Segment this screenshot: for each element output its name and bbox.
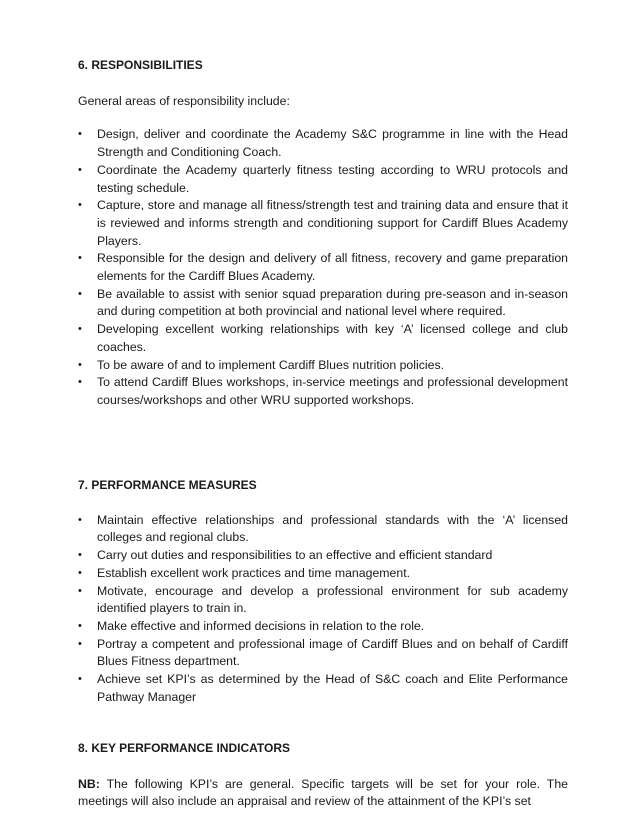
list-item — [78, 357, 568, 375]
bullet-icon: • — [78, 199, 82, 212]
list-item-text: Maintain effective relationships and professional standards with the ‘A’ licensed colleges and regional clubs. — [97, 512, 568, 545]
bullet-icon: • — [78, 252, 82, 265]
bullet-icon: • — [78, 619, 82, 632]
responsibilities-list — [78, 126, 568, 409]
kpi-section — [78, 740, 568, 811]
list-item — [78, 197, 568, 250]
list-item — [78, 636, 568, 671]
list-item-text: Make effective and informed decisions in relation to the role. — [97, 618, 425, 633]
list-item-text: Be available to assist with senior squad preparation during pre-season and in-season and during competition at both provincial and national level where required. — [97, 286, 568, 319]
list-item-text: Motivate, encourage and develop a professional environment for sub academy identified players to train in. — [97, 583, 568, 616]
list-item-text: Responsible for the design and delivery of all fitness, recovery and game preparation elements for the Cardiff Blues Academy. — [97, 251, 568, 284]
bullet-icon: • — [78, 163, 82, 176]
bullet-icon: • — [78, 376, 82, 389]
list-item — [78, 126, 568, 161]
list-item — [78, 321, 568, 356]
bullet-icon: • — [78, 637, 82, 650]
list-item-text: Carry out duties and responsibilities to an effective and efficient standard — [97, 548, 493, 563]
list-item-text: Achieve set KPI’s as determined by the Head of S&C coach and Elite Performance Pathway Manager — [97, 672, 568, 704]
kpi-heading: 8. KEY PERFORMANCE INDICATORS — [78, 741, 291, 755]
list-item — [78, 547, 568, 565]
list-item-text: To be aware of and to implement Cardiff Blues nutrition policies. — [97, 357, 445, 372]
list-item-text: Establish excellent work practices and time management. — [97, 565, 411, 580]
performance-measures-section — [78, 477, 568, 706]
bullet-icon: • — [78, 358, 82, 371]
list-item — [78, 565, 568, 583]
bullet-icon: • — [78, 566, 82, 579]
responsibilities-intro: General areas of responsibility include: — [78, 93, 290, 108]
performance-measures-list — [78, 512, 568, 707]
list-item — [78, 512, 568, 547]
list-item — [78, 583, 568, 618]
list-item-text: To attend Cardiff Blues workshops, in-service meetings and professional development courses/workshops and other WRU supported workshops. — [97, 375, 568, 407]
responsibilities-heading: 6. RESPONSIBILITIES — [78, 58, 203, 72]
list-item-text: Design, deliver and coordinate the Academy S&C programme in line with the Head Strength and Conditioning Coach. — [97, 127, 568, 160]
responsibilities-section — [78, 57, 568, 410]
list-item-text: Coordinate the Academy quarterly fitness testing according to WRU protocols and testing schedule. — [97, 162, 568, 195]
list-item — [78, 286, 568, 321]
list-item-text: Portray a competent and professional image of Cardiff Blues and on behalf of Cardiff Blues Fitness department. — [97, 636, 568, 669]
performance-measures-heading: 7. PERFORMANCE MEASURES — [78, 478, 257, 492]
list-item — [78, 162, 568, 197]
list-item — [78, 374, 568, 409]
bullet-icon: • — [78, 584, 82, 597]
list-item-text: Developing excellent working relationships with key ‘A’ licensed college and club coaches. — [97, 322, 568, 354]
bullet-icon: • — [78, 128, 82, 141]
bullet-icon: • — [78, 323, 82, 336]
bullet-icon: • — [78, 287, 82, 300]
kpi-note — [78, 776, 568, 811]
list-item-text: Capture, store and manage all fitness/strength test and training data and ensure that it is reviewed and informs strength and conditioning support for Cardiff Blues Academy Players. — [97, 198, 568, 248]
list-item — [78, 250, 568, 285]
bullet-icon: • — [78, 549, 82, 562]
list-item — [78, 671, 568, 706]
bullet-icon: • — [78, 673, 82, 686]
list-item — [78, 618, 568, 636]
nb-text: The following KPI’s are general. Specific targets will be set for your role. The meetings will also include an appraisal and review of the attainment of the KPI’s set — [78, 776, 568, 809]
nb-label: NB: — [78, 776, 100, 791]
bullet-icon: • — [78, 513, 82, 526]
